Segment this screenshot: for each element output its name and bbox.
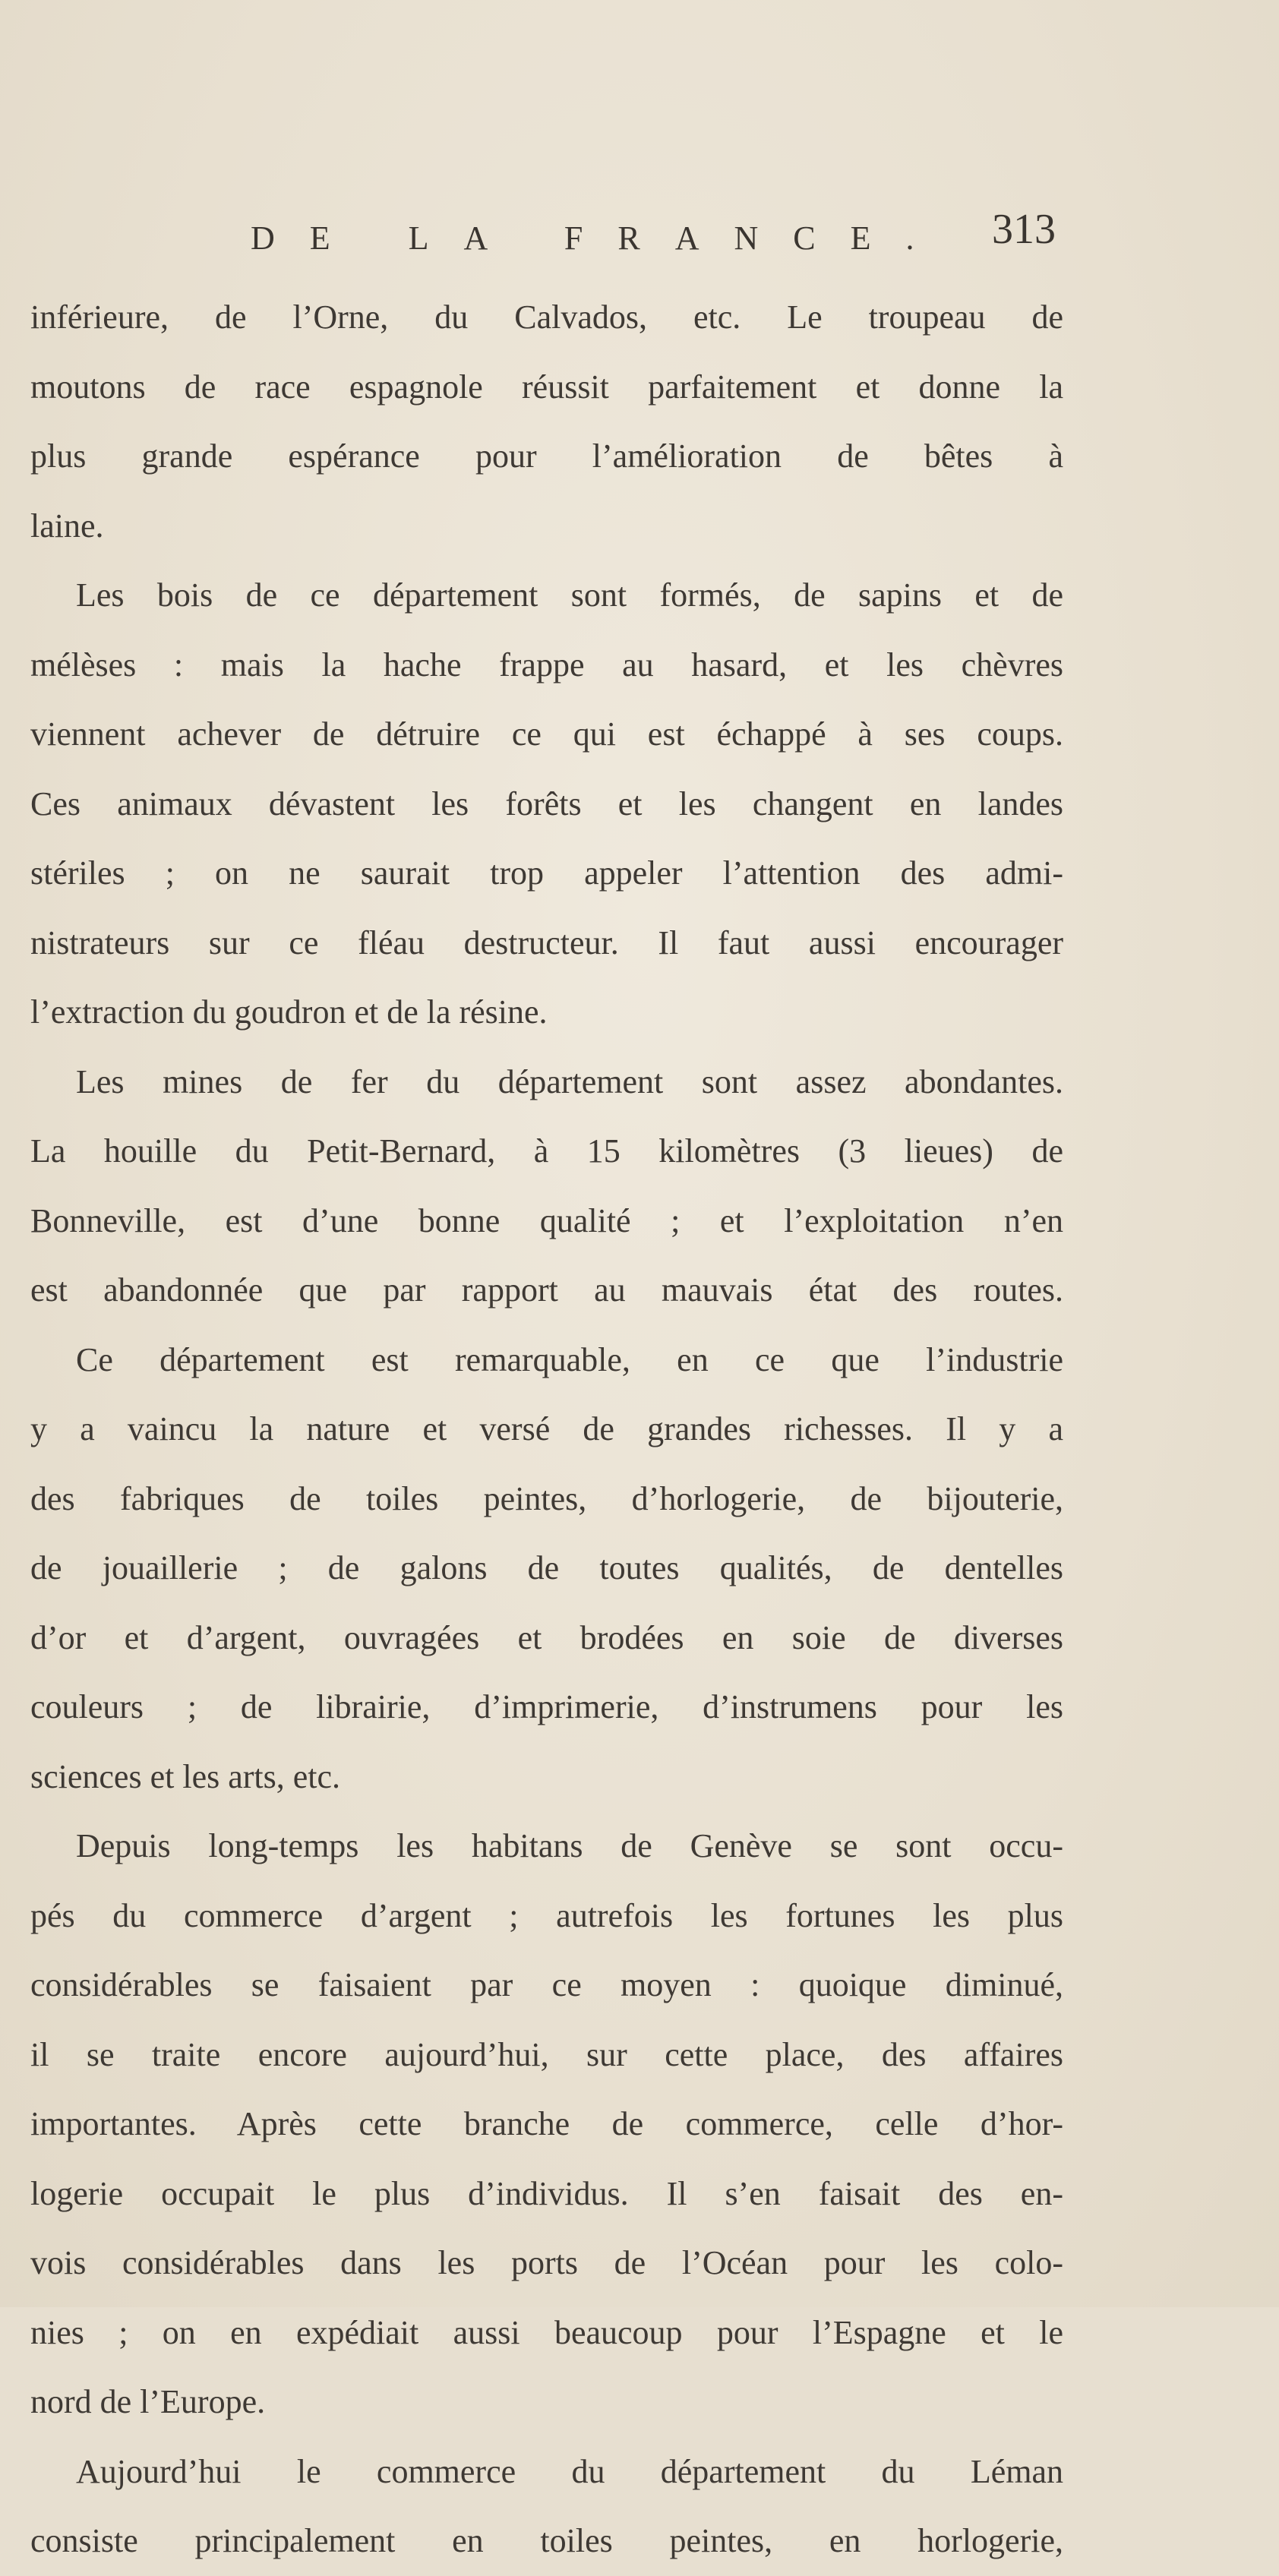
text-line: stériles ; on ne saurait trop appeler l’attention des admi-: [30, 854, 1063, 892]
text-line: Ce département est remarquable, en ce que l’industrie: [76, 1340, 1063, 1378]
text-line: Aujourd’hui le commerce du département du Léman: [76, 2452, 1063, 2490]
running-head: DE LA FRANCE.: [251, 219, 949, 257]
text-line: inférieure, de l’Orne, du Calvados, etc. Le troupeau de: [30, 298, 1063, 336]
text-line: d’or et d’argent, ouvragées et brodées en soie de diverses: [30, 1618, 1063, 1656]
text-line: moutons de race espagnole réussit parfaitement et donne la: [30, 368, 1063, 406]
text-line: considérables se faisaient par ce moyen : quoique diminué,: [30, 1966, 1063, 2003]
text-line: La houille du Petit-Bernard, à 15 kilomètres (3 lieues) de: [30, 1132, 1063, 1170]
text-line: nord de l’Europe.: [30, 2383, 266, 2420]
text-line: sciences et les arts, etc.: [30, 1757, 341, 1795]
text-line: de jouaillerie ; de galons de toutes qualités, de dentelles: [30, 1549, 1063, 1586]
text-line: Ces animaux dévastent les forêts et les changent en landes: [30, 784, 1063, 822]
text-line: est abandonnée que par rapport au mauvais état des routes.: [30, 1271, 1063, 1309]
text-line: Les bois de ce département sont formés, de sapins et de: [76, 576, 1063, 614]
text-line: laine.: [30, 507, 104, 545]
text-line: nistrateurs sur ce fléau destructeur. Il faut aussi encourager: [30, 923, 1063, 961]
text-line: nies ; on en expédiait aussi beaucoup pour l’Espagne et le: [30, 2313, 1063, 2351]
text-line: consiste principalement en toiles peintes, en horlogerie,: [30, 2522, 1063, 2559]
text-line: mélèses : mais la hache frappe au hasard, et les chèvres: [30, 646, 1063, 683]
text-line: pés du commerce d’argent ; autrefois les fortunes les plus: [30, 1896, 1063, 1934]
text-line: Depuis long-temps les habitans de Genève se sont occu-: [76, 1827, 1063, 1864]
text-line: vois considérables dans les ports de l’Océan pour les colo-: [30, 2244, 1063, 2281]
text-line: Bonneville, est d’une bonne qualité ; et l’exploitation n’en: [30, 1201, 1063, 1239]
text-line: couleurs ; de librairie, d’imprimerie, d’instrumens pour les: [30, 1688, 1063, 1725]
text-line: plus grande espérance pour l’amélioration de bêtes à: [30, 437, 1063, 475]
text-line: il se traite encore aujourd’hui, sur cette place, des affaires: [30, 2035, 1063, 2073]
page-number: 313: [992, 206, 1056, 253]
page-header: [251, 205, 1056, 273]
text-line: l’extraction du goudron et de la résine.: [30, 993, 548, 1031]
body-text: [30, 283, 1063, 2576]
text-line: importantes. Après cette branche de commerce, celle d’hor-: [30, 2105, 1063, 2142]
text-line: des fabriques de toiles peintes, d’horlogerie, de bijouterie,: [30, 1479, 1063, 1517]
text-line: viennent achever de détruire ce qui est échappé à ses coups.: [30, 715, 1063, 753]
text-line: logerie occupait le plus d’individus. Il s’en faisait des en-: [30, 2174, 1063, 2212]
text-line: Les mines de fer du département sont assez abondantes.: [76, 1062, 1063, 1100]
text-line: y a vaincu la nature et versé de grandes richesses. Il y a: [30, 1410, 1063, 1447]
